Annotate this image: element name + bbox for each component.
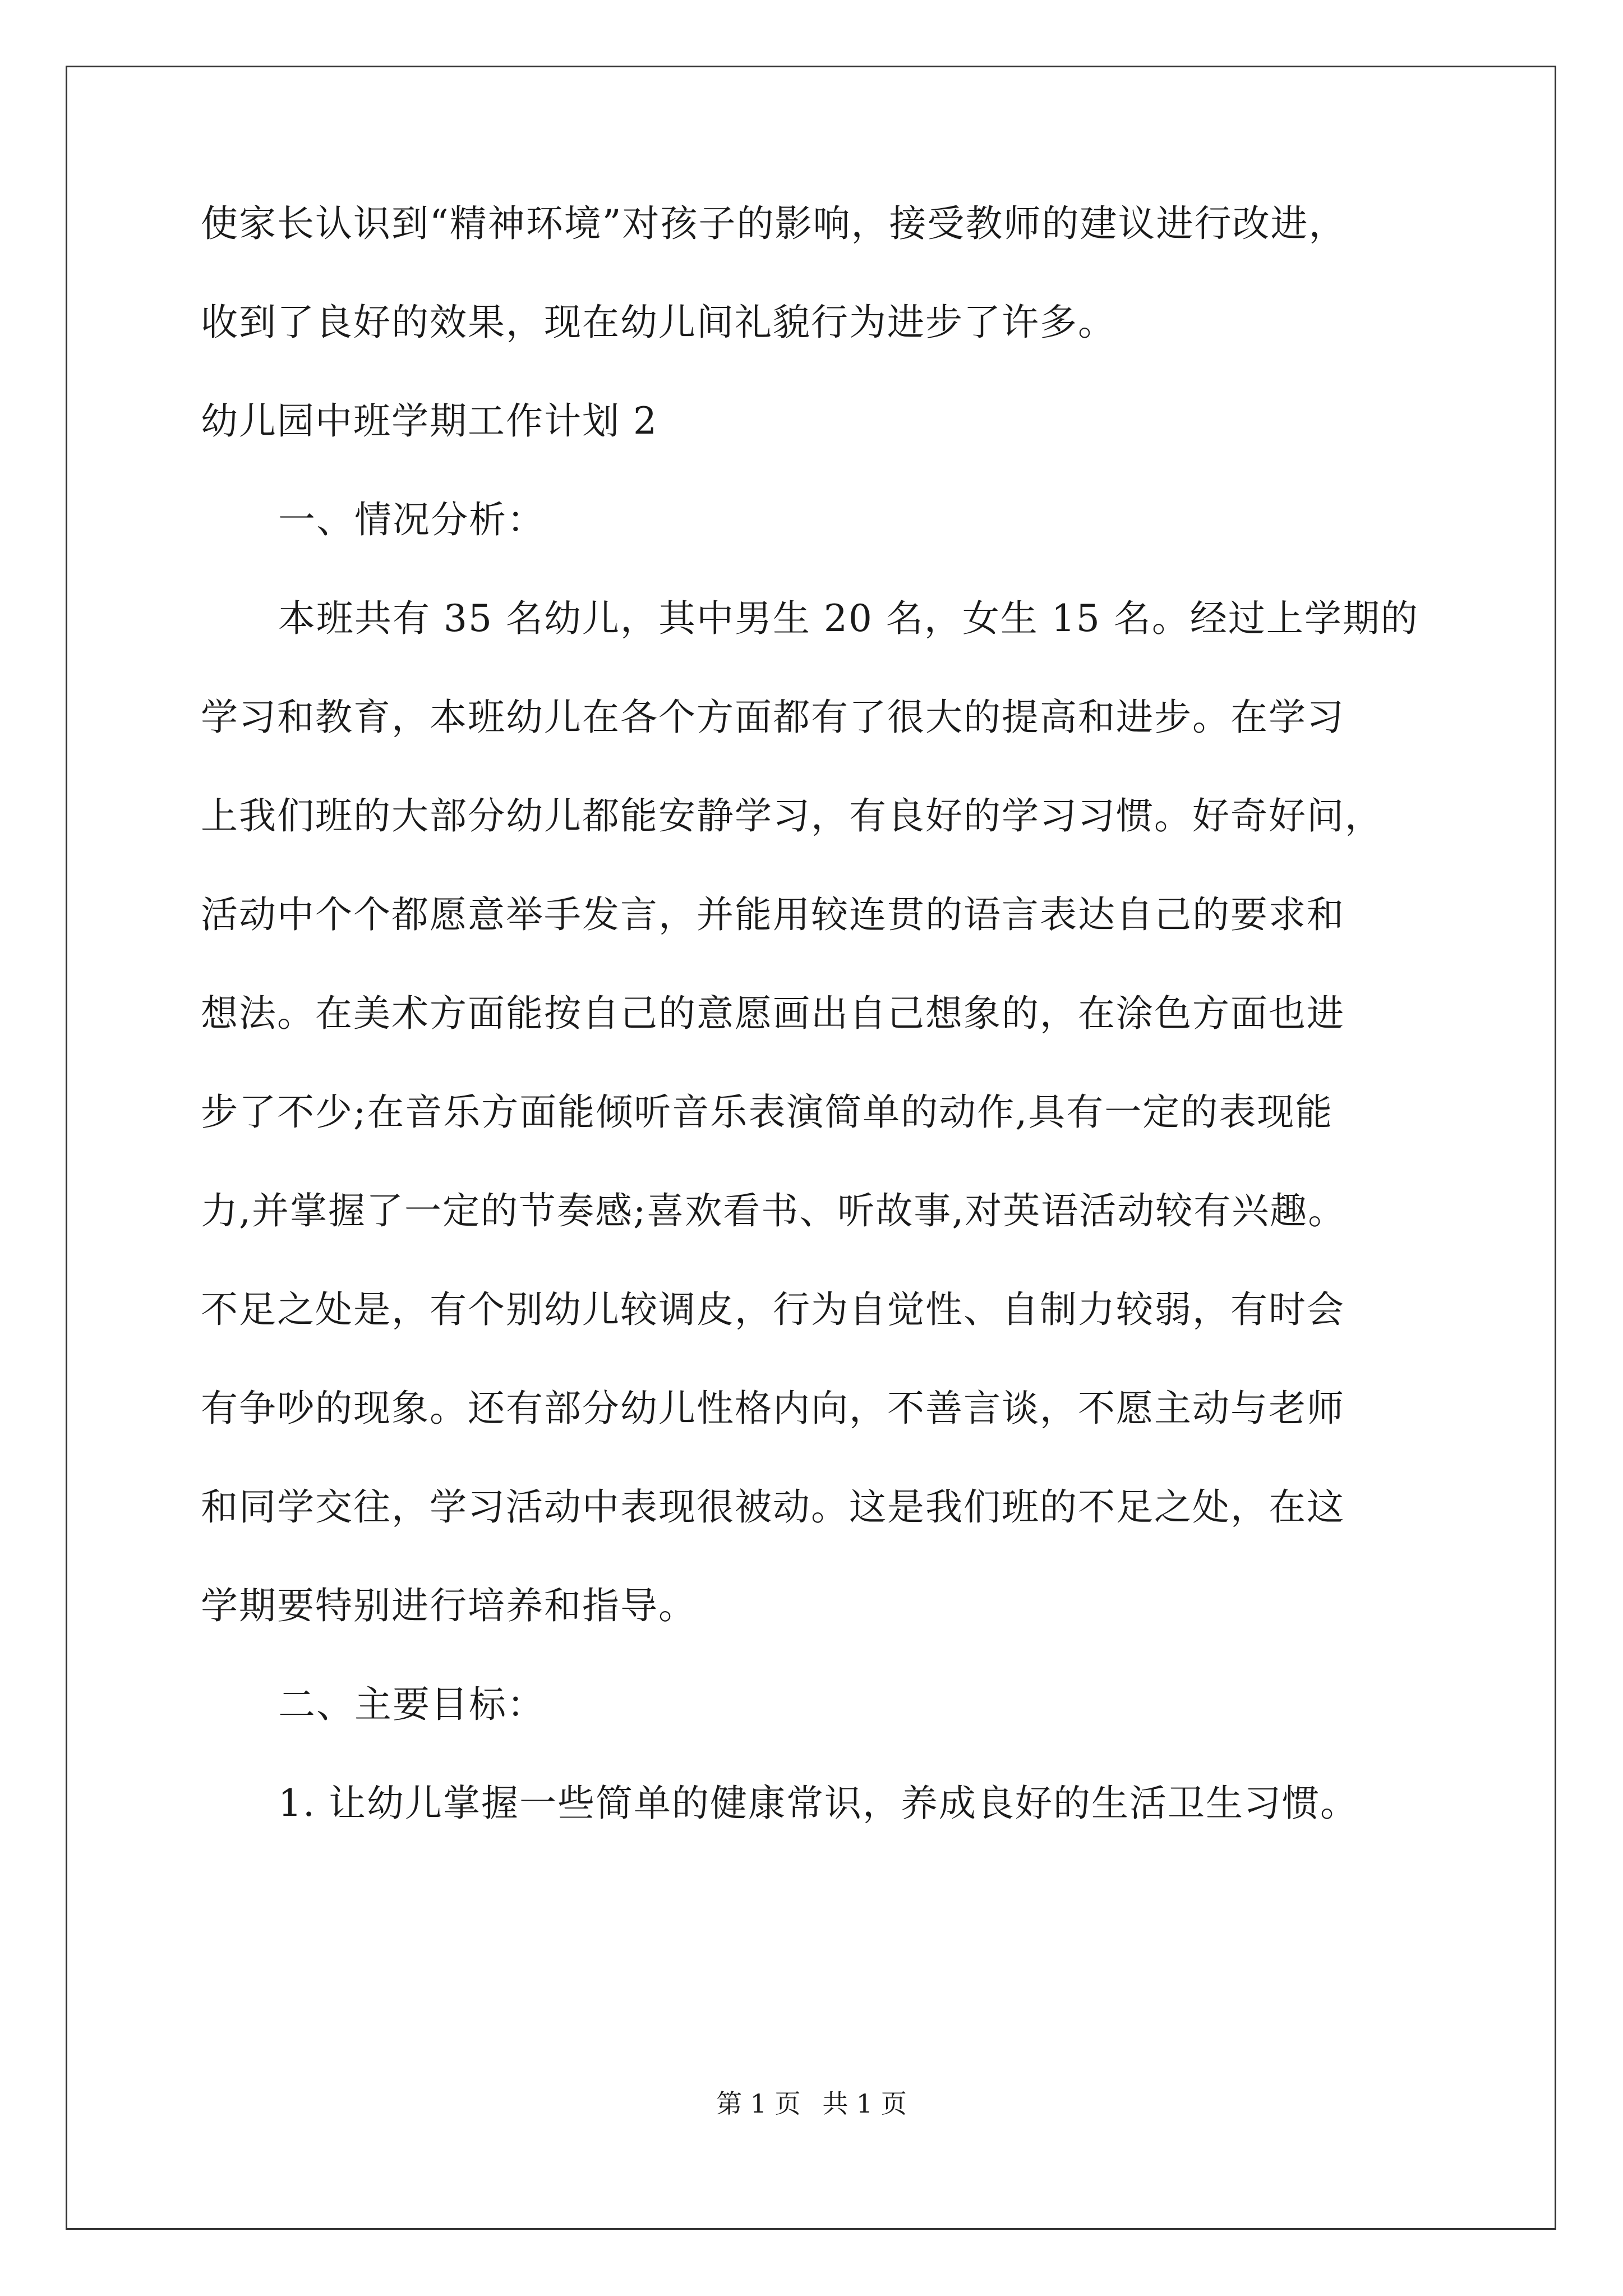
text-line: 学习和教育，本班幼儿在各个方面都有了很大的提高和进步。在学习 (201, 696, 1345, 739)
text-line: 有争吵的现象。还有部分幼儿性格内向，不善言谈，不愿主动与老师 (201, 1387, 1345, 1430)
section-heading-goals: 二、主要目标： (278, 1683, 545, 1726)
section-title: 幼儿园中班学期工作计划 2 (201, 399, 658, 443)
document-body (201, 199, 1463, 1878)
text-line: 想法。在美术方面能按自己的意愿画出自己想象的，在涂色方面也进 (201, 992, 1345, 1035)
text-line: 使家长认识到“精神环境”对孩子的影响，接受教师的建议进行改进， (201, 202, 1347, 245)
text-line: 和同学交往，学习活动中表现很被动。这是我们班的不足之处，在这 (201, 1485, 1345, 1529)
page-footer (0, 2087, 1623, 2120)
page-number: 第 1 页 (716, 2088, 801, 2119)
text-line: 活动中个个都愿意举手发言，并能用较连贯的语言表达自己的要求和 (201, 893, 1345, 936)
text-line: 力,并掌握了一定的节奏感;喜欢看书、听故事,对英语活动较有兴趣。 (201, 1189, 1347, 1232)
text-line: 不足之处是，有个别幼儿较调皮，行为自觉性、自制力较弱，有时会 (201, 1288, 1345, 1331)
section-heading-situation: 一、情况分析： (278, 498, 545, 541)
text-line: 学期要特别进行培养和指导。 (201, 1584, 697, 1627)
text-line: 步了不少;在音乐方面能倾听音乐表演简单的动作,具有一定的表现能 (201, 1091, 1334, 1134)
paragraph-start: 本班共有 35 名幼儿，其中男生 20 名，女生 15 名。经过上学期的 (278, 597, 1419, 640)
text-line: 收到了良好的效果，现在幼儿间礼貌行为进步了许多。 (201, 301, 1116, 344)
text-line: 上我们班的大部分幼儿都能安静学习，有良好的学习习惯。好奇好问， (201, 794, 1383, 838)
goal-item: 1. 让幼儿掌握一些简单的健康常识，养成良好的生活卫生习惯。 (278, 1782, 1358, 1825)
page-total: 共 1 页 (822, 2088, 907, 2119)
